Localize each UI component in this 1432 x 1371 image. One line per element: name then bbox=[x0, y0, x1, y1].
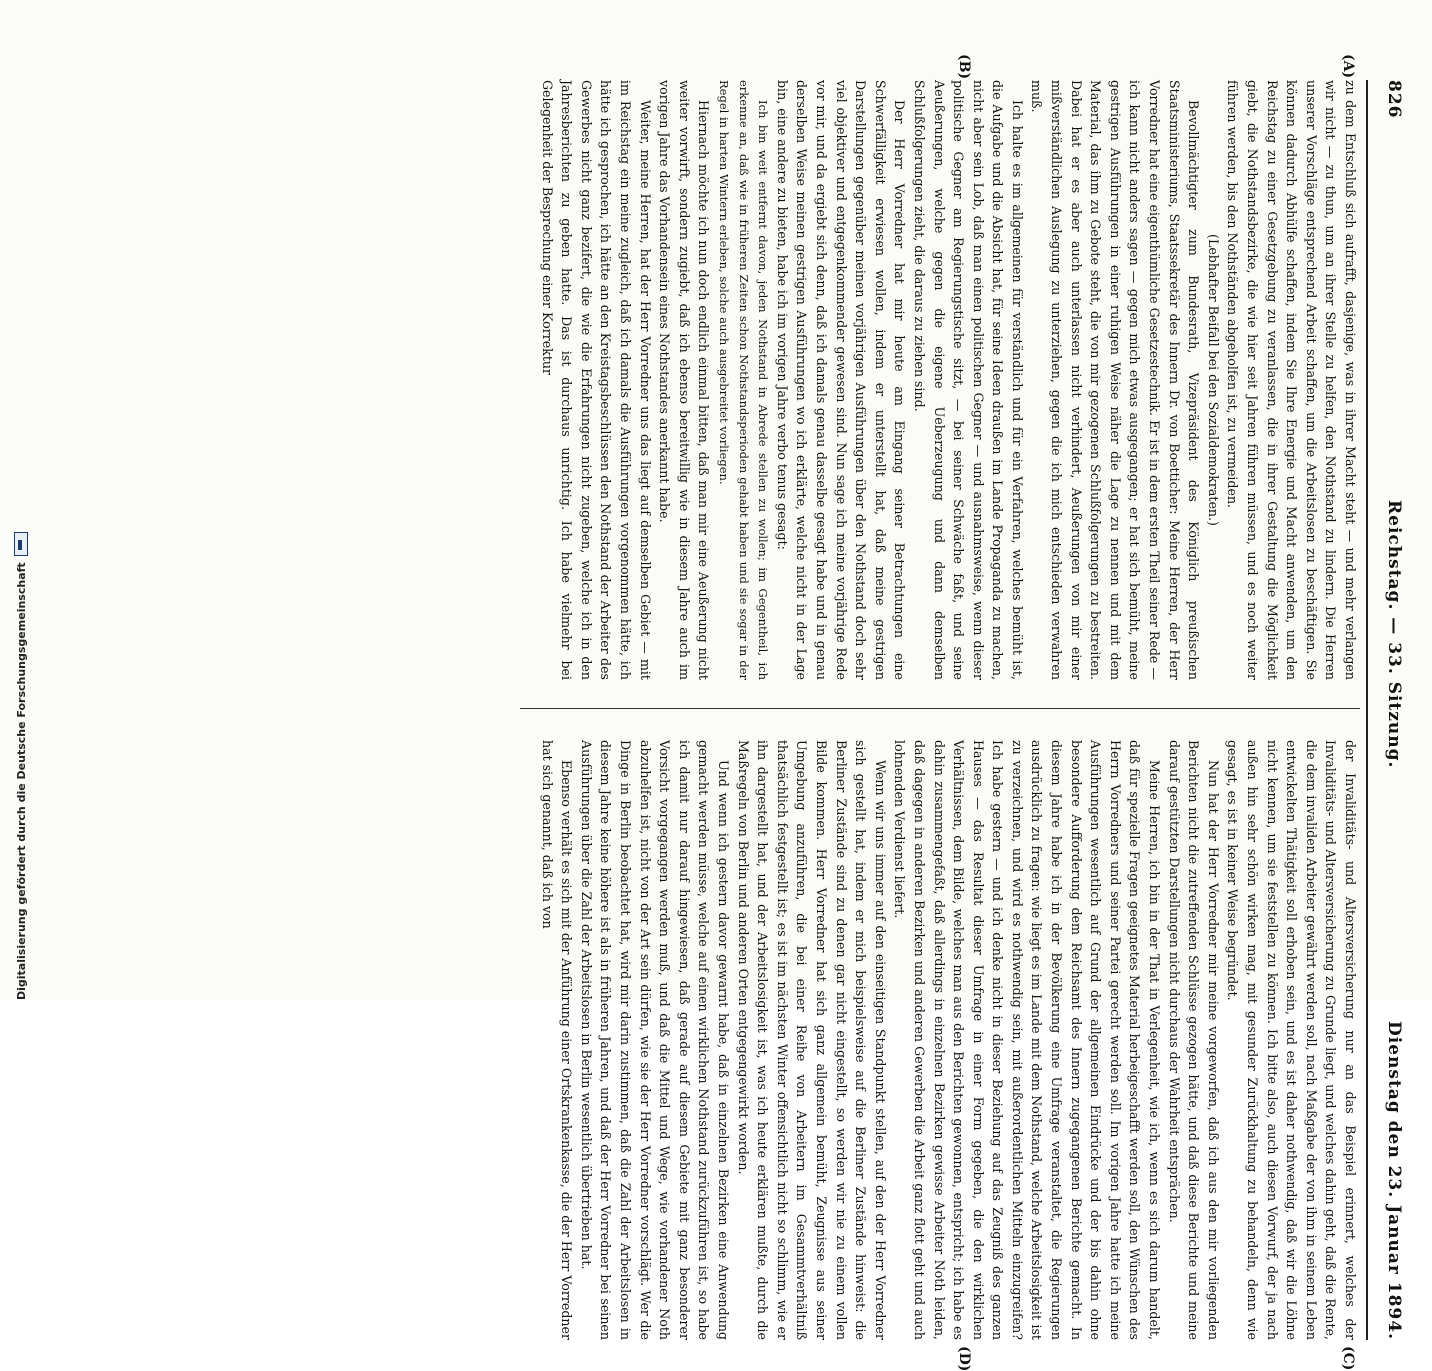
paragraph: Bevollmächtigter zum Bundesrath, Vizepräsident des Königlich preußischen Staatsministeriums, Staatssekretär des Innern Dr. von Boetticher: Meine Herren, der Herr Vorredner hat eine eigenthümliche Gesetzestechnik. Er ist in dem ersten Theil seiner Rede — ich kann nicht anders sagen — gegen mich etwas ausgegangen; er hat sich bemüht, meine gestrigen Ausführungen in einer ruhigen Weise näher die Lage zu nennen und mit dem Material, das ihm zu Gebote steht, die von mir gezogenen Schlußfolgerungen zu bestreiten. Dabei hat er es aber auch unterlassen nicht verhindert, Aeußerungen von mir einer mißverständlichen Auslegung zu unterziehen, gegen die ich mich entschieden verwahren muß. bbox=[1029, 80, 1202, 680]
paragraph: Nun hat der Herr Vorredner mir meine vorgeworfen, daß ich aus den mir vorliegenden Berichten nicht die zutreffenden Schlüsse gezogen hätte, und daß diese Berichte und meine darauf gestützten Darstellungen nicht durchaus der Wahrheit entsprächen. bbox=[1166, 740, 1221, 1340]
marker-a: (A) bbox=[1340, 54, 1356, 79]
rotated-page-content bbox=[52, 40, 1412, 1371]
digitization-footer bbox=[10, 0, 32, 1000]
paragraph: Weiter, meine Herren, hat der Herr Vorredner uns das liegt auf demselben Gebiet — mit im Reichstag ein meine zugleich, daß ich damals die Ausführungen vorgenommen hätte, ich hätte ich gesprochen, ich hätte an den Kreistagsbeschlüssen den Nothstand der Arbeiter des Gewerbes nicht ganz bezifert, die wie die Erfahrungen nicht zugeben, welche ich in den Jahresberichten zu geben hatte. Das ist durchaus unrichtig. Ich habe vielmehr bei Gelegenheit der Besprechung einer Korrektur bbox=[539, 80, 653, 680]
paragraph: zu dem Entschluß sich aufrafft, dasjenige, was in ihrer Macht steht — und mehr verlangen wir nicht — zu thun, um an ihrer Stelle zu helfen, den Nothstand zu lindern. Die Herren unserer Vorschläge entsprechend Arbeit schaffen, um die Arbeitslosen zu beschäftigen. Sie können dadurch Abhülfe schaffen, indem Sie Ihre Energie und Macht anwenden, um den Reichstag zu einer Gesetzgebung zu veranlassen, die in ihrer Gestaltung die Möglichkeit giebt, die Nothstandsbezirke, die wie hier seit Jahren führen müssen, und es noch weiter führen werden, bis den Nothständen abgeholfen ist, zu vermeiden. bbox=[1225, 80, 1358, 680]
session-title: Reichstag. — 33. Sitzung. bbox=[1384, 500, 1404, 769]
column-divider bbox=[520, 708, 1360, 709]
paragraph: Ich halte es im allgemeinen für verständlich und für ein Verfahren, welches bemüht ist, die Aufgabe und die Absicht hat, für seine Ideen draußen im Lande Propaganda zu machen, nicht aber sein Lob, daß man einen politischen Gegner — und ausnahmsweise, wenn dieser politische Gegner am Regierungstische sitzt, — bei seiner Schwäche faßt, und seine Aeußerungen, welche gegen die eigene Ueberzeugung und dann demselben Schlußfolgerungen zieht, die daraus zu ziehen sind. bbox=[911, 80, 1025, 680]
text-column-left bbox=[537, 80, 1360, 680]
header-rule bbox=[1366, 80, 1368, 1340]
text-column-right bbox=[537, 740, 1360, 1340]
stage-direction: (Lebhafter Beifall bei den Sozialdemokraten.) bbox=[1205, 234, 1221, 526]
session-date: Dienstag den 23. Januar 1894. bbox=[1384, 1021, 1404, 1340]
paragraph: Ebenso verhält es sich mit der Anführung einer Ortskrankenkasse, die der Herr Vorredner hat sich genannt, daß ich von bbox=[539, 740, 575, 1340]
marker-c: (C) bbox=[1340, 1346, 1356, 1371]
page-number: 826 bbox=[1384, 80, 1404, 119]
running-header bbox=[1370, 80, 1404, 1340]
paragraph: Der Herr Vorredner hat mir heute am Eingang seiner Betrachtungen eine Schwerfälligkeit erwiesen wollen, indem er unterstellt hat, daß meine gestrigen Darstellungen gegenüber meinen vorjährigen Ausführungen über den Nothstand doch sehr viel objektiver und entgegenkommender gewesen sind. Nun sage ich meine vorjährige Rede vor mir, und da ergiebt sich denn, daß ich damals genau dasselbe gesagt habe und in genau derselben Weise meinen gestrigen Ausführungen wo ich erklärte, welche nicht in der Lage bin, eine andere zu bieten, habe ich im vorigen Jahre verbo tenus gesagt: bbox=[774, 80, 908, 680]
marker-b: (B) bbox=[956, 54, 972, 80]
paragraph: Hiernach möchte ich nun doch endlich einmal bitten, daß man mir eine Aeußerung nicht weiter vorwirft, sondern zugiebt, daß ich ebenso bereitwillig wie in diesem Jahre auch im vorigen Jahre das Vorhandensein eines Nothstandes anerkannt habe. bbox=[657, 80, 712, 680]
paragraph: Ich bin weit entfernt davon, jeden Nothstand in Abrede stellen zu wollen; im Gegentheil, ich erkenne an, daß wie in früheren Zeiten schon Nothstandsperioden gehabt haben und sie sogar in der Regel in harten Wintern erleben, solche auch ausgebreitet vorliegen. bbox=[717, 80, 771, 680]
paragraph: Meine Herren, ich bin in der That in Verlegenheit, wie ich, wenn es sich darum handelt, daß für spezielle Fragen geeignetes Material herbeigeschafft werden soll, den Wünschen des Herrn Vorredners und seiner Partei gerecht werden soll. Im vorigen Jahre hatte ich meine Ausführungen wesentlich auf Grund der allgemeinen Eindrücke und der bis dahin ohne besondere Aufforderung dem Reichsamt des Innern zugegangenen Berichte gemacht. In diesem Jahre habe ich in der Bevölkerung eine Umfrage veranstaltet, die Regierungen ausdrücklich zu fragen: wie liegt es im Lande mit dem Nothstand, welche Arbeitslosigkeit ist zu verzeichnen, und wird es nothwendig sein, mit außerordentlichen Mitteln einzugreifen? Ich habe gestern — und ich denke nicht in dieser Beziehung auf das Zeugniß des ganzen Hauses — das Resultat dieser Umfrage in einer Form gegeben, die den wirklichen Verhältnissen, dem Bilde, welches man aus den Berichten gewonnen, entspricht; ich habe es dahin zusammengefaßt, daß allerdings in einzelnen Bezirken gewisse Arbeiter Noth leiden, daß dagegen in anderen Bezirken und anderen Gewerben die Arbeit ganz flott geht und auch lohnenden Verdienst liefert. bbox=[892, 740, 1163, 1340]
dfg-logo bbox=[14, 532, 28, 556]
funding-note: Digitalisierung gefördert durch die Deutsche Forschungsgemeinschaft bbox=[14, 562, 28, 1000]
paragraph: der Invaliditäts- und Altersversicherung nur an das Beispiel erinnert, welches der Invaliditäts- und Altersversicherung zu Grunde liegt, und welches dahin geht, daß die Rente, die dem invaliden Arbeiter gewährt werden soll, nach Maßgabe der von ihm in seinem Leben entwickelten Thätigkeit soll erhoben sein, und es ist daher nothwendig, daß wir die Löhne nicht kennen, um sie feststellen zu können. Ich bitte also, auch diesen Vorwurf, der ja nach außen hin sehr schön wirken mag, mit gesunder Zurückhaltung zu behandeln, denn wie gesagt, es ist in keiner Weise begründet. bbox=[1225, 740, 1358, 1340]
paragraph: Und wenn ich gestern davor gewarnt habe, daß in einzelnen Bezirken eine Anwendung gemacht werden müsse, welche auf einen wirklichen Nothstand zurückzuführen ist, so habe ich damit nur darauf hingewiesen, daß gerade auf diesem Gebiete mit ganz besonderer Vorsicht vorgegangen werden muß, und daß die Mittel und Wege, wie vorhandener Noth abzuhelfen ist, nicht von der Art sein dürfen, wie sie der Herr Vorredner vorschlägt. Wer die Dinge in Berlin beobachtet hat, wird mir darin zustimmen, daß die Zahl der Arbeitslosen in diesem Jahre keine höhere ist als in früheren Jahren, und daß der Herr Vorredner bei seinen Ausführungen über die Zahl der Arbeitslosen in Berlin wesentlich übertrieben hat. bbox=[578, 740, 731, 1340]
marker-d: (D) bbox=[956, 1346, 972, 1371]
paragraph: Wenn wir uns immer auf den einseitigen Standpunkt stellen, auf den der Herr Vorredner sich gestellt hat, indem er mich beispielsweise auf die Berliner Zustände hinweist: die Berliner Zustände sind zu denen gar nicht eingestellt, so werden wir nie zu einem vollen Bilde kommen. Herr Vorredner hat sich ganz allgemein bemüht, Zeugnisse aus seiner Umgebung anzuführen, die bei einer Reihe von Arbeitern im Gesammtverhältniß thatsächlich festgestellt ist; es ist im nächsten Winter offensichtlich nicht so schlimm, wie er ihn dargestellt hat, und der Arbeitslosigkeit ist, was ich heute erklären mußte, durch die Maßregeln von Berlin und anderen Orten entgegengewirkt worden. bbox=[735, 740, 888, 1340]
